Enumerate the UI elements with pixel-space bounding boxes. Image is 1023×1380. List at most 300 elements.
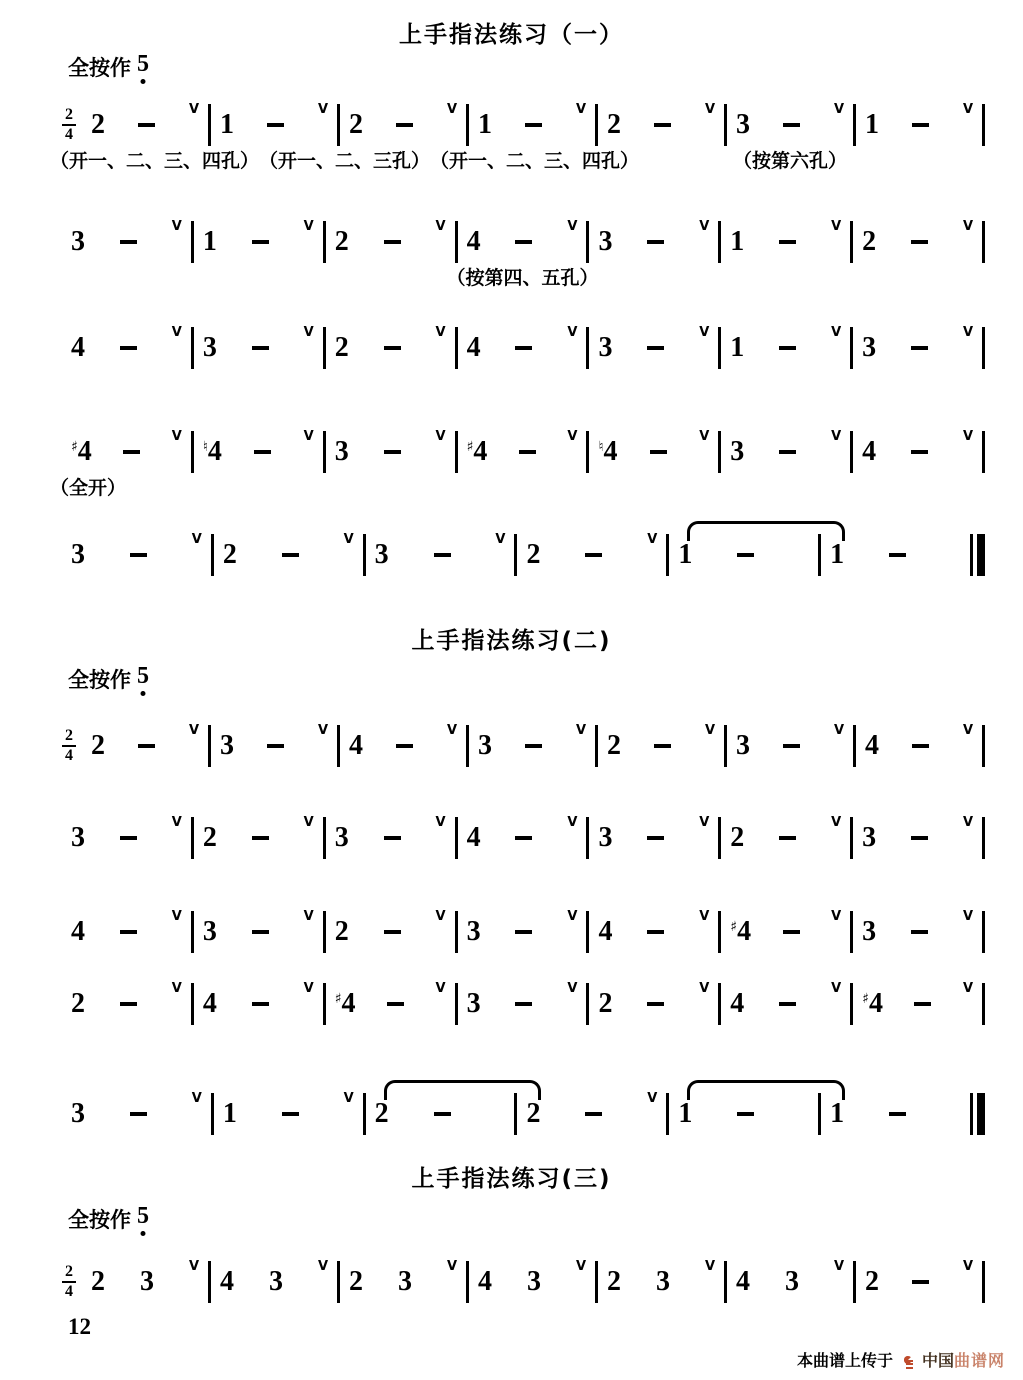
breath-mark-icon: V	[831, 218, 842, 234]
note: 3	[736, 109, 750, 140]
note: 4	[478, 1266, 492, 1297]
duration-dash	[267, 744, 284, 749]
note: 3	[598, 332, 613, 363]
measure	[211, 103, 337, 147]
duration-dash	[384, 930, 401, 935]
duration-dash	[783, 123, 800, 128]
note: 3	[71, 822, 85, 853]
measure	[194, 326, 323, 370]
breath-mark-icon: V	[962, 722, 973, 738]
section-title: 上手指法练习(二)	[411, 628, 612, 654]
duration-dash	[525, 744, 542, 749]
duration-dash	[783, 744, 800, 749]
duration-dash	[434, 1112, 451, 1117]
low-octave-dot	[141, 691, 146, 696]
tie	[687, 1080, 845, 1100]
time-signature-numerator: 2	[65, 1262, 73, 1280]
breath-mark-icon: V	[699, 428, 710, 444]
music-line	[62, 982, 985, 1026]
breath-mark-icon: V	[343, 1090, 354, 1106]
note: 2	[91, 730, 105, 761]
measure	[589, 910, 718, 954]
measure	[326, 430, 455, 474]
breath-mark-icon: V	[317, 101, 328, 117]
measure	[326, 910, 455, 954]
breath-mark-icon: V	[962, 324, 973, 340]
natural-icon: ♮	[598, 439, 604, 455]
breath-mark-icon: V	[435, 814, 446, 830]
measure	[469, 724, 595, 768]
duration-dash	[911, 930, 928, 935]
measure	[194, 430, 323, 474]
duration-dash	[252, 346, 269, 351]
measure	[853, 430, 982, 474]
measure	[326, 982, 455, 1026]
note: 4	[71, 916, 85, 947]
note: 2	[71, 988, 85, 1019]
duration-dash	[515, 1002, 532, 1007]
note: 4	[730, 988, 745, 1019]
music-line	[62, 816, 985, 860]
fingering-annotation: （全开）	[50, 477, 127, 499]
measure	[62, 326, 191, 370]
duration-dash	[585, 553, 602, 558]
key-instruction	[68, 1204, 149, 1234]
measure	[62, 1092, 211, 1136]
breath-mark-icon: V	[343, 531, 354, 547]
tie	[687, 521, 845, 541]
measure	[340, 724, 466, 768]
breath-mark-icon: V	[171, 324, 182, 340]
annotation-row	[50, 477, 985, 503]
duration-dash	[387, 1002, 404, 1007]
note: 2	[222, 539, 237, 570]
note: ♯4	[334, 988, 356, 1019]
measure	[598, 103, 724, 147]
time-signature-numerator: 2	[65, 726, 73, 744]
duration-dash	[515, 836, 532, 841]
breath-mark-icon: V	[191, 531, 202, 547]
note: 3	[862, 332, 877, 363]
sharp-icon: ♯	[862, 991, 869, 1007]
breath-mark-icon: V	[303, 908, 314, 924]
measure	[82, 724, 208, 768]
fingering-annotation: （开一、二、三、四孔）	[430, 150, 640, 172]
measure	[194, 816, 323, 860]
duration-dash	[384, 346, 401, 351]
music-line	[62, 218, 985, 289]
note: 4	[202, 988, 217, 1019]
note: 3	[862, 916, 877, 947]
note: 1	[730, 332, 745, 363]
note: 2	[349, 1266, 363, 1297]
measure	[62, 816, 191, 860]
breath-mark-icon: V	[303, 218, 314, 234]
note: 3	[71, 539, 85, 570]
duration-dash	[138, 744, 155, 749]
duration-dash	[912, 744, 929, 749]
note: 3	[202, 916, 217, 947]
note: 2	[730, 822, 745, 853]
breath-mark-icon: V	[567, 324, 578, 340]
note: 1	[678, 1098, 693, 1129]
measure	[340, 103, 466, 147]
breath-mark-icon: V	[567, 218, 578, 234]
measure	[458, 326, 587, 370]
measure	[469, 1260, 595, 1304]
barline	[982, 104, 985, 146]
sharp-icon: ♯	[71, 439, 78, 455]
duration-dash	[889, 553, 906, 558]
duration-dash	[252, 930, 269, 935]
duration-dash	[911, 346, 928, 351]
music-line	[62, 1092, 985, 1136]
section-title: 上手指法练习（一）	[399, 22, 624, 48]
duration-dash	[396, 744, 413, 749]
note: 2	[349, 109, 363, 140]
note: 3	[598, 822, 613, 853]
note: 1	[220, 109, 234, 140]
breath-mark-icon: V	[831, 814, 842, 830]
duration-dash	[120, 836, 137, 841]
duration-dash	[384, 836, 401, 841]
note: 3	[139, 1266, 154, 1297]
note: 3	[526, 1266, 541, 1297]
measure	[366, 533, 515, 577]
breath-mark-icon: V	[171, 980, 182, 996]
breath-mark-icon: V	[567, 908, 578, 924]
note: 1	[222, 1098, 237, 1129]
duration-dash	[120, 1002, 137, 1007]
duration-dash	[779, 836, 796, 841]
measure	[517, 533, 666, 577]
note: 4	[466, 332, 481, 363]
key-instruction-prefix: 全按作	[68, 56, 131, 80]
duration-dash	[130, 553, 147, 558]
duration-dash	[130, 1112, 147, 1117]
low-octave-dot	[141, 1231, 146, 1236]
note: 2	[865, 1266, 879, 1297]
breath-mark-icon: V	[962, 218, 973, 234]
music-line	[50, 428, 985, 499]
duration-dash	[779, 240, 796, 245]
breath-mark-icon: V	[962, 428, 973, 444]
duration-dash	[912, 123, 929, 128]
breath-mark-icon: V	[575, 1258, 586, 1274]
breath-mark-icon: V	[188, 101, 199, 117]
measure	[589, 326, 718, 370]
footer	[797, 1348, 1005, 1371]
time-signature-denominator: 4	[65, 126, 73, 144]
duration-dash	[779, 346, 796, 351]
duration-dash	[384, 240, 401, 245]
duration-dash	[889, 1112, 906, 1117]
duration-dash	[737, 1112, 754, 1117]
duration-dash	[120, 930, 137, 935]
fingering-annotation: （按第六孔）	[732, 150, 848, 172]
breath-mark-icon: V	[188, 1258, 199, 1274]
fingering-annotation: （按第四、五孔）	[446, 267, 599, 289]
breath-mark-icon: V	[699, 324, 710, 340]
duration-dash	[647, 836, 664, 841]
note: 3	[334, 436, 349, 467]
note: 2	[334, 226, 349, 257]
measure	[458, 982, 587, 1026]
note: 2	[202, 822, 217, 853]
time-signature	[62, 107, 76, 144]
sharp-icon: ♯	[466, 439, 474, 455]
note: 3	[466, 988, 481, 1019]
duration-dash	[282, 553, 299, 558]
measure	[194, 220, 323, 264]
measure	[214, 533, 363, 577]
note: 3	[655, 1266, 670, 1297]
note: 1	[830, 1098, 845, 1129]
note: 3	[466, 916, 481, 947]
measure	[853, 982, 982, 1026]
measure	[598, 724, 724, 768]
breath-mark-icon: V	[567, 814, 578, 830]
site-logo-icon	[900, 1352, 915, 1367]
duration-dash	[519, 450, 536, 455]
barline	[982, 221, 985, 263]
note: ♯4	[71, 436, 92, 467]
duration-dash	[515, 930, 532, 935]
measure	[211, 1260, 337, 1304]
key-instruction	[68, 664, 149, 694]
duration-dash	[252, 836, 269, 841]
key-instruction	[68, 52, 149, 82]
breath-mark-icon: V	[303, 324, 314, 340]
breath-mark-icon: V	[647, 1090, 658, 1106]
breath-mark-icon: V	[435, 908, 446, 924]
breath-mark-icon: V	[833, 101, 844, 117]
measure	[853, 910, 982, 954]
measure	[469, 103, 595, 147]
note: 4	[598, 916, 613, 947]
section-title: 上手指法练习(三)	[411, 1166, 612, 1192]
duration-dash	[911, 836, 928, 841]
time-signature-denominator: 4	[65, 747, 73, 765]
duration-dash	[120, 346, 137, 351]
note: 2	[334, 332, 349, 363]
breath-mark-icon: V	[567, 428, 578, 444]
music-line	[62, 1260, 985, 1304]
measure	[721, 910, 850, 954]
duration-dash	[434, 553, 451, 558]
site-name	[922, 1348, 1005, 1371]
breath-mark-icon: V	[446, 722, 457, 738]
fingering-annotation: （开一、二、三孔）	[259, 150, 431, 172]
measure	[82, 1260, 208, 1304]
note: ♮4	[598, 436, 618, 467]
breath-mark-icon: V	[833, 1258, 844, 1274]
note: 1	[865, 109, 879, 140]
breath-mark-icon: V	[699, 908, 710, 924]
breath-mark-icon: V	[435, 428, 446, 444]
breath-mark-icon: V	[575, 722, 586, 738]
site-name-primary: 中国	[921, 1351, 954, 1370]
barline	[982, 431, 985, 473]
barline	[982, 327, 985, 369]
measure	[589, 220, 718, 264]
note: 2	[862, 226, 877, 257]
breath-mark-icon: V	[435, 980, 446, 996]
breath-mark-icon: V	[699, 814, 710, 830]
note: 1	[478, 109, 492, 140]
annotation-row	[50, 150, 985, 176]
measure	[194, 910, 323, 954]
breath-mark-icon: V	[962, 814, 973, 830]
breath-mark-icon: V	[188, 722, 199, 738]
measure	[62, 533, 211, 577]
duration-dash	[254, 450, 271, 455]
music-line	[62, 724, 985, 768]
duration-dash	[396, 123, 413, 128]
time-signature-numerator: 2	[65, 105, 73, 123]
breath-mark-icon: V	[831, 324, 842, 340]
measure	[82, 103, 208, 147]
measure	[727, 103, 853, 147]
breath-mark-icon: V	[962, 908, 973, 924]
duration-dash	[654, 744, 671, 749]
duration-dash	[779, 1002, 796, 1007]
note: 3	[71, 226, 85, 257]
note: 2	[526, 539, 541, 570]
note: 2	[526, 1098, 541, 1129]
breath-mark-icon: V	[303, 980, 314, 996]
breath-mark-icon: V	[567, 980, 578, 996]
note: 4	[466, 226, 481, 257]
time-signature-denominator: 4	[65, 1283, 73, 1301]
annotation-flow	[50, 477, 126, 500]
breath-mark-icon: V	[647, 531, 658, 547]
measure	[458, 220, 587, 264]
measure	[853, 816, 982, 860]
breath-mark-icon: V	[191, 1090, 202, 1106]
barline	[982, 911, 985, 953]
duration-dash	[911, 450, 928, 455]
duration-dash	[252, 1002, 269, 1007]
duration-dash	[120, 240, 137, 245]
note: 3	[478, 730, 492, 761]
breath-mark-icon: V	[171, 814, 182, 830]
time-signature	[62, 1264, 76, 1301]
measure	[856, 103, 982, 147]
measure	[853, 326, 982, 370]
note: 3	[730, 436, 745, 467]
breath-mark-icon: V	[446, 1258, 457, 1274]
duration-dash	[384, 450, 401, 455]
measure	[721, 430, 850, 474]
note: 3	[268, 1266, 283, 1297]
note: 1	[730, 226, 745, 257]
barline	[982, 1261, 985, 1303]
breath-mark-icon: V	[831, 908, 842, 924]
duration-dash	[911, 240, 928, 245]
measure	[589, 430, 718, 474]
barline	[982, 983, 985, 1025]
duration-dash	[252, 240, 269, 245]
breath-mark-icon: V	[495, 531, 506, 547]
breath-mark-icon: V	[171, 908, 182, 924]
duration-dash	[647, 930, 664, 935]
measure	[721, 816, 850, 860]
duration-dash	[267, 123, 284, 128]
duration-dash	[138, 123, 155, 128]
note: 2	[607, 730, 621, 761]
measure	[721, 326, 850, 370]
breath-mark-icon: V	[833, 722, 844, 738]
music-line	[62, 326, 985, 370]
footer-upload-text: 本曲谱上传于	[796, 1351, 893, 1370]
duration-dash	[282, 1112, 299, 1117]
measure	[458, 430, 587, 474]
breath-mark-icon: V	[699, 980, 710, 996]
breath-mark-icon: V	[699, 218, 710, 234]
note: ♯4	[862, 988, 883, 1019]
note: 2	[607, 109, 621, 140]
measure	[211, 724, 337, 768]
measure	[856, 724, 982, 768]
fingering-annotation: （开一、二、三、四孔）	[50, 150, 260, 172]
music-line	[50, 101, 985, 172]
note: 3	[202, 332, 217, 363]
final-barline	[970, 534, 985, 576]
note: ♯4	[466, 436, 488, 467]
final-barline	[970, 1093, 985, 1135]
note: 2	[91, 109, 105, 140]
breath-mark-icon: V	[317, 722, 328, 738]
measure	[727, 1260, 853, 1304]
duration-dash	[779, 450, 796, 455]
key-note: 5	[137, 664, 149, 688]
measure	[589, 816, 718, 860]
measure	[326, 220, 455, 264]
note: 4	[71, 332, 85, 363]
annotation-flow	[50, 150, 639, 173]
breath-mark-icon: V	[704, 722, 715, 738]
note: 1	[830, 539, 845, 570]
note: 3	[784, 1266, 799, 1297]
breath-mark-icon: V	[575, 101, 586, 117]
measure	[326, 326, 455, 370]
measure	[598, 1260, 724, 1304]
note: 2	[374, 1098, 389, 1129]
measure	[62, 220, 191, 264]
note: 1	[202, 226, 217, 257]
measure	[458, 816, 587, 860]
breath-mark-icon: V	[831, 980, 842, 996]
sharp-icon: ♯	[730, 919, 738, 935]
note: 2	[607, 1266, 621, 1297]
key-instruction-prefix: 全按作	[68, 1208, 131, 1232]
measure	[458, 910, 587, 954]
measure	[194, 982, 323, 1026]
breath-mark-icon: V	[303, 428, 314, 444]
key-instruction-prefix: 全按作	[68, 668, 131, 692]
note: ♯4	[730, 916, 752, 947]
natural-icon: ♮	[202, 439, 208, 455]
key-note: 5	[137, 1204, 149, 1228]
annotation-row	[62, 267, 985, 293]
measure	[721, 220, 850, 264]
breath-mark-icon: V	[704, 1258, 715, 1274]
note: 1	[678, 539, 693, 570]
note: 3	[598, 226, 613, 257]
page-number: 12	[68, 1314, 91, 1339]
note: 4	[220, 1266, 234, 1297]
